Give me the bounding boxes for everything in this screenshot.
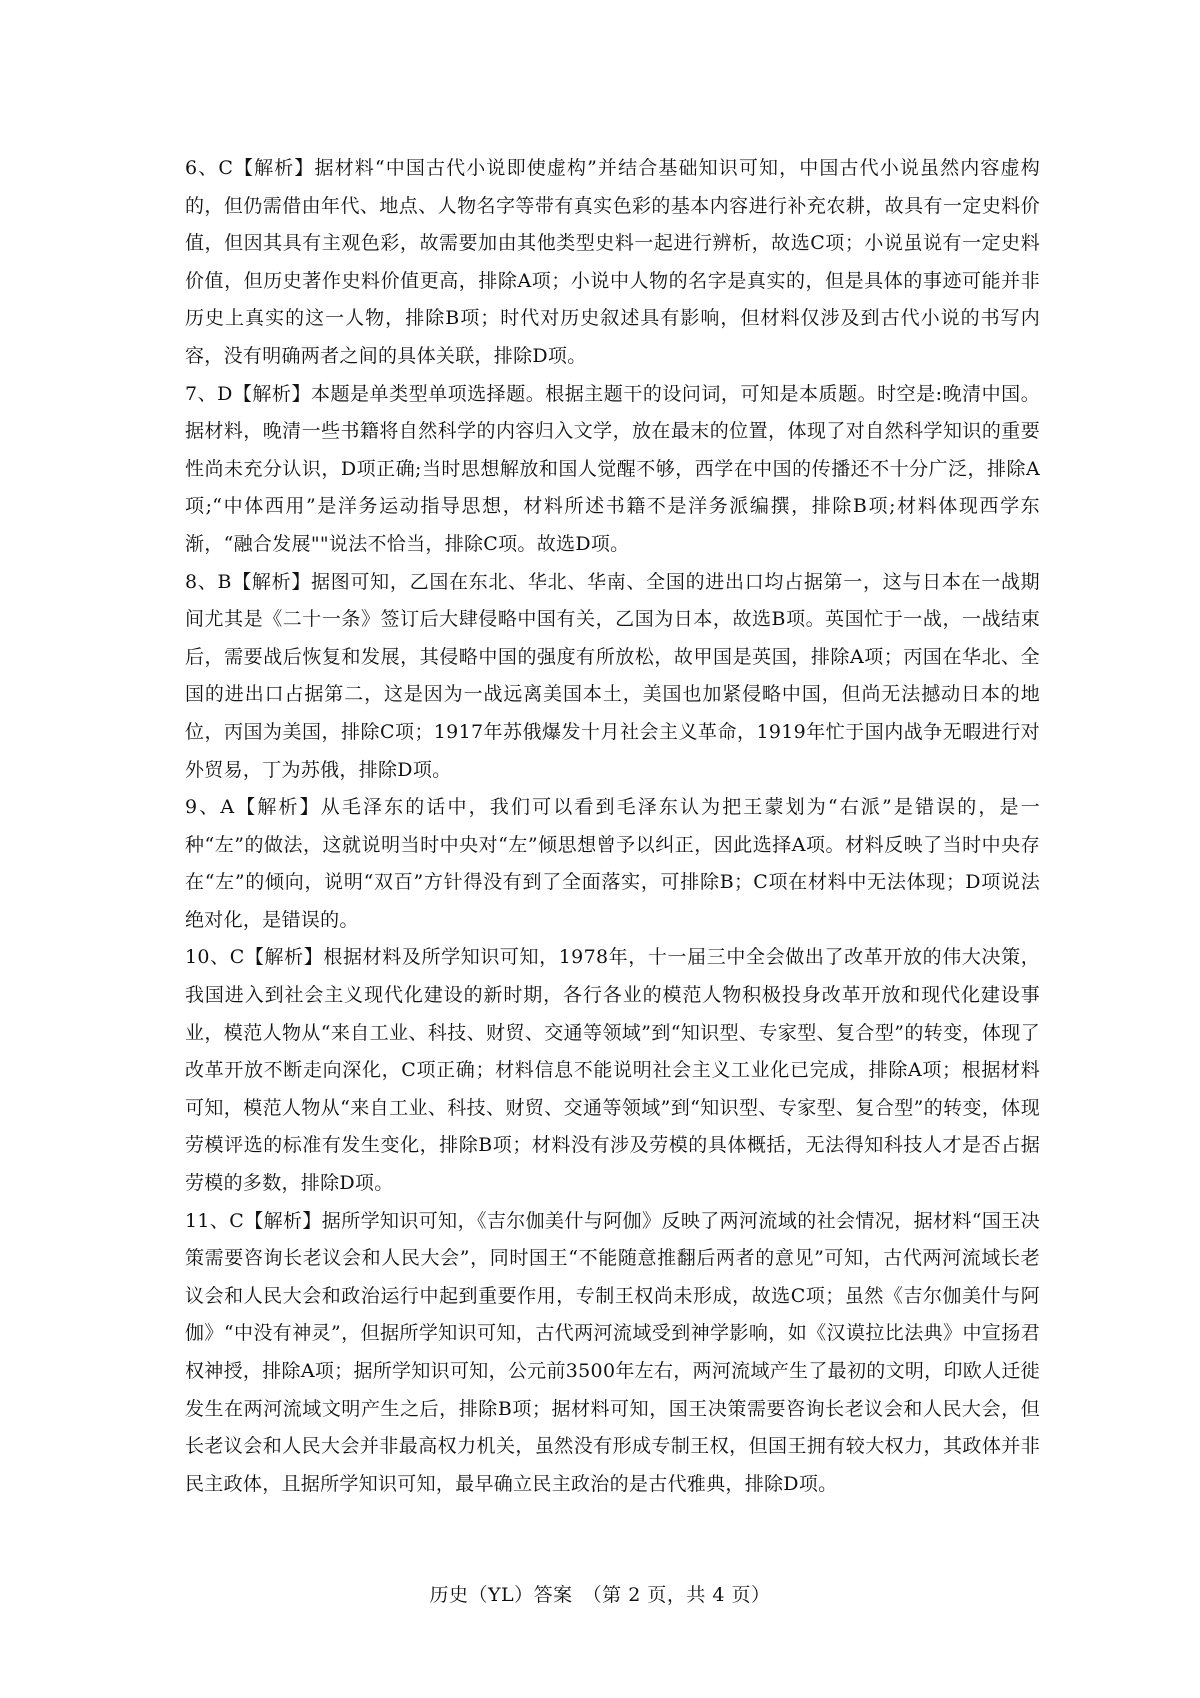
answer-item-6 (185, 150, 1040, 376)
answer-content (185, 150, 1040, 1503)
answer-text: 8、B【解析】据图可知，乙国在东北、华北、华南、全国的进出口均占据第一，这与日本在一战期间尤其是《二十一条》签订后大肆侵略中国有关，乙国为日本，故选B项。英国忙于一战，一战结束后，需要战后恢复和发展，其侵略中国的强度有所放松，故甲国是英国，排除A项；丙国在华北、全国的进出口占据第二，这是因为一战远离美国本土，美国也加紧侵略中国，但尚无法撼动日本的地位，丙国为美国，排除C项；1917年苏俄爆发十月社会主义革命，1919年忙于国内战争无暇进行对外贸易，丁为苏俄，排除D项。 (185, 570, 1040, 781)
page-footer: 历史（YL）答案 （第 2 页，共 4 页） (429, 1584, 771, 1606)
answer-item-9 (185, 789, 1040, 939)
answer-item-11 (185, 1203, 1040, 1504)
answer-text: 11、C【解析】据所学知识可知，《吉尔伽美什与阿伽》反映了两河流域的社会情况，据材料“国王决策需要咨询长老议会和人民大会”，同时国王“不能随意推翻后两者的意见”可知，古代两河流域长老议会和人民大会和政治运行中起到重要作用，专制王权尚未形成，故选C项；虽然《吉尔伽美什与阿伽》“中没有神灵”，但据所学知识可知，古代两河流域受到神学影响，如《汉谟拉比法典》中宣扬君权神授，排除A项；据所学知识可知，公元前3500年左右，两河流域产生了最初的文明，印欧人迁徙发生在两河流域文明产生之后，排除B项；据材料可知，国王决策需要咨询长老议会和人民大会，但长老议会和人民大会并非最高权力机关，虽然没有形成专制王权，但国王拥有较大权力，其政体并非民主政体，且据所学知识可知，最早确立民主政治的是古代雅典，排除D项。 (185, 1209, 1040, 1495)
answer-text: 6、C【解析】据材料“中国古代小说即使虚构”并结合基础知识可知，中国古代小说虽然内容虚构的，但仍需借由年代、地点、人物名字等带有真实色彩的基本内容进行补充农耕，故具有一定史料价值，但因其具有主观色彩，故需要加由其他类型史料一起进行辨析，故选C项；小说虽说有一定史料价值，但历史著作史料价值更高，排除A项；小说中人物的名字是真实的，但是具体的事迹可能并非历史上真实的这一人物，排除B项；时代对历史叙述具有影响，但材料仅涉及到古代小说的书写内容，没有明确两者之间的具体关联，排除D项。 (185, 157, 1040, 367)
answer-text: 10、C【解析】根据材料及所学知识可知，1978年，十一届三中全会做出了改革开放的伟大决策，我国进入到社会主义现代化建设的新时期，各行各业的模范人物积极投身改革开放和现代化建设事业，模范人物从“来自工业、科技、财贸、交通等领域”到“知识型、专家型、复合型”的转变，体现了改革开放不断走向深化，C项正确；材料信息不能说明社会主义工业化已完成，排除A项；根据材料可知，模范人物从“来自工业、科技、财贸、交通等领域”到“知识型、专家型、复合型”的转变，体现劳模评选的标准有发生变化，排除B项；材料没有涉及劳模的具体概括，无法得知科技人才是否占据劳模的多数，排除D项。 (185, 946, 1040, 1195)
answer-item-7 (185, 376, 1040, 564)
answer-text: 9、A【解析】从毛泽东的话中，我们可以看到毛泽东认为把王蒙划为“右派”是错误的，是一种“左”的做法，这就说明当时中央对“左”倾思想曾予以纠正，因此选择A项。材料反映了当时中央存在“左”的倾向，说明“双百”方针得没有到了全面落实，可排除B；C项在材料中无法体现；D项说法绝对化，是错误的。 (185, 796, 1040, 931)
answer-item-10 (185, 939, 1040, 1202)
answer-item-8 (185, 564, 1040, 790)
answer-text: 7、D【解析】本题是单类型单项选择题。根据主题干的设问词，可知是本质题。时空是:晚清中国。据材料，晚清一些书籍将自然科学的内容归入文学，放在最末的位置，体现了对自然科学知识的重要性尚未充分认识，D项正确;当时思想解放和国人觉醒不够，西学在中国的传播还不十分广泛，排除A项;“中体西用”是洋务运动指导思想，材料所述书籍不是洋务派编撰，排除B项;材料体现西学东渐，“融合发展""说法不恰当，排除C项。故选D项。 (185, 382, 1040, 555)
